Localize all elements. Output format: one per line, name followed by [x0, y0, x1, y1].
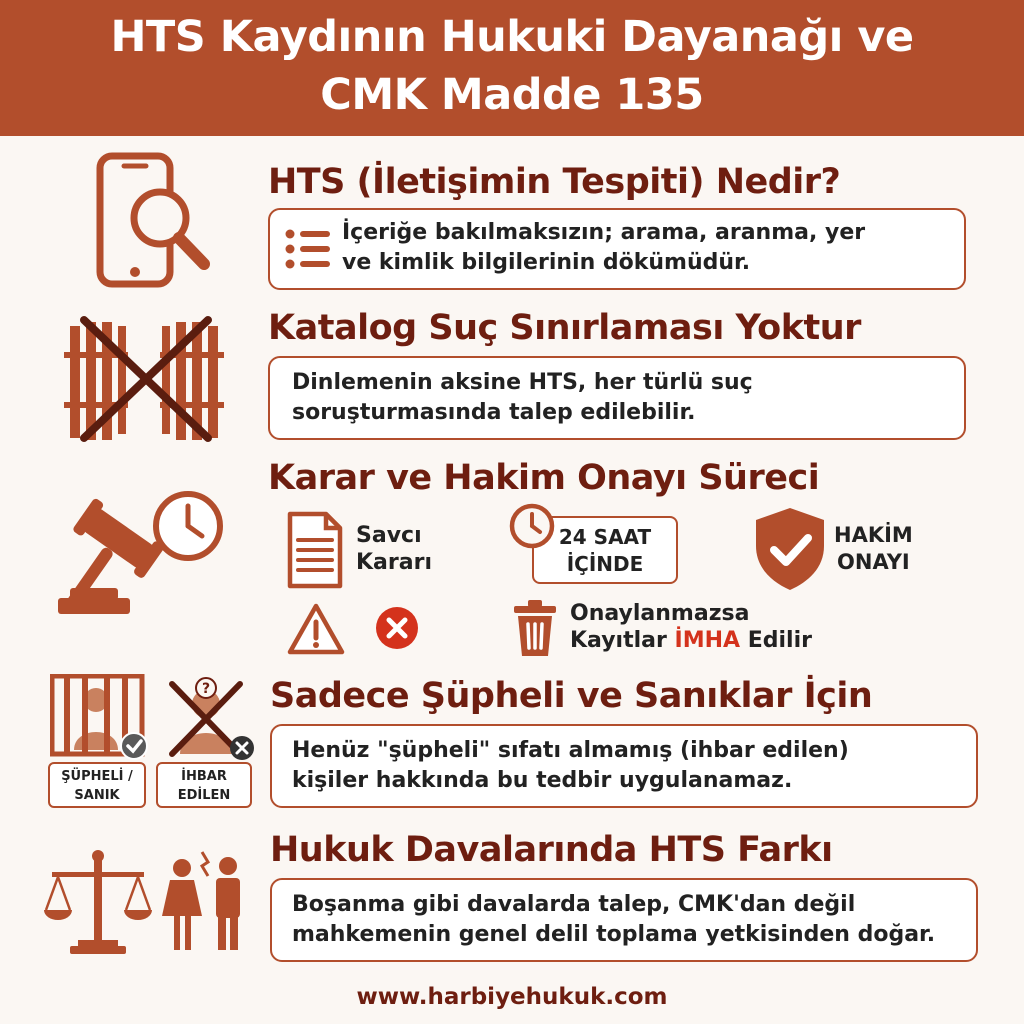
katalog-text-line-1: Dinlemenin aksine HTS, her türlü suç	[292, 370, 753, 395]
list-icon	[284, 226, 332, 272]
section-box-hukuk	[270, 878, 978, 962]
savci-line-2: Kararı	[356, 550, 432, 575]
imha-line-2	[570, 627, 812, 654]
clock-icon	[508, 502, 556, 550]
label-b-line-2: EDİLEN	[177, 788, 231, 803]
section-title-supheli: Sadece Şüpheli ve Sanıklar İçin	[270, 676, 873, 716]
katalog-text-line-2: soruşturmasında talep edilebilir.	[292, 400, 696, 425]
section-box-katalog	[268, 356, 966, 440]
hakim-line-1: HAKİM	[834, 523, 913, 547]
saat-line-2: İÇİNDE	[566, 552, 644, 576]
document-icon	[286, 510, 344, 590]
label-a-line-2: SANIK	[74, 788, 120, 803]
imha-line-2-a: Kayıtlar	[570, 628, 675, 653]
trash-icon	[510, 598, 560, 658]
ihbar-edilen-badge	[156, 762, 252, 808]
section-title-hukuk: Hukuk Davalarında HTS Farkı	[270, 830, 833, 870]
svg-text:?: ?	[201, 681, 211, 697]
reject-x-icon	[374, 605, 420, 651]
header-banner	[0, 0, 1024, 136]
hakim-line-2: ONAYI	[837, 550, 910, 574]
label-a-line-1: ŞÜPHELİ /	[61, 769, 133, 784]
phone-search-icon	[88, 152, 218, 292]
title-line-1: HTS Kaydının Hukuki Dayanağı ve	[110, 12, 914, 62]
hukuk-text-line-1: Boşanma gibi davalarda talep, CMK'dan değil	[292, 892, 856, 917]
hts-text-line-2: ve kimlik bilgilerinin dökümüdür.	[342, 250, 751, 275]
saat-line-1: 24 SAAT	[558, 525, 652, 549]
supheli-text-line-1: Henüz "şüpheli" sıfatı almamış (ihbar edilen)	[292, 738, 849, 763]
warning-icon	[286, 602, 346, 656]
scales-couple-icon	[42, 846, 252, 956]
section-title-karar: Karar ve Hakim Onayı Süreci	[268, 458, 820, 498]
section-box-hts	[268, 208, 966, 290]
hakim-onayi-label	[834, 522, 913, 576]
section-box-supheli	[270, 724, 978, 808]
savci-karari-label	[356, 522, 432, 576]
hts-text-line-1: İçeriğe bakılmaksızın; arama, aranma, yer	[342, 220, 866, 245]
page-title	[0, 0, 1024, 124]
title-line-2: CMK Madde 135	[320, 70, 704, 120]
savci-line-1: Savcı	[356, 523, 422, 548]
suspect-jail-icon	[50, 674, 150, 760]
supheli-text-line-2: kişiler hakkında bu tedbir uygulanamaz.	[292, 768, 793, 793]
reported-person-icon	[164, 676, 256, 760]
supheli-sanik-badge	[48, 762, 146, 808]
crossed-gate-icon	[60, 312, 228, 444]
imha-label	[570, 600, 812, 654]
imha-highlight: İMHA	[674, 628, 741, 653]
footer-url[interactable]: www.harbiyehukuk.com	[356, 984, 668, 1010]
section-title-hts: HTS (İletişimin Tespiti) Nedir?	[268, 162, 841, 202]
label-b-line-1: İHBAR	[181, 769, 227, 784]
imha-line-2-c: Edilir	[740, 628, 812, 653]
section-title-katalog: Katalog Suç Sınırlaması Yoktur	[268, 308, 861, 348]
gavel-clock-icon	[52, 486, 230, 618]
imha-line-1: Onaylanmazsa	[570, 601, 750, 626]
hukuk-text-line-2: mahkemenin genel delil toplama yetkisinden doğar.	[292, 922, 936, 947]
shield-check-icon	[752, 506, 828, 592]
